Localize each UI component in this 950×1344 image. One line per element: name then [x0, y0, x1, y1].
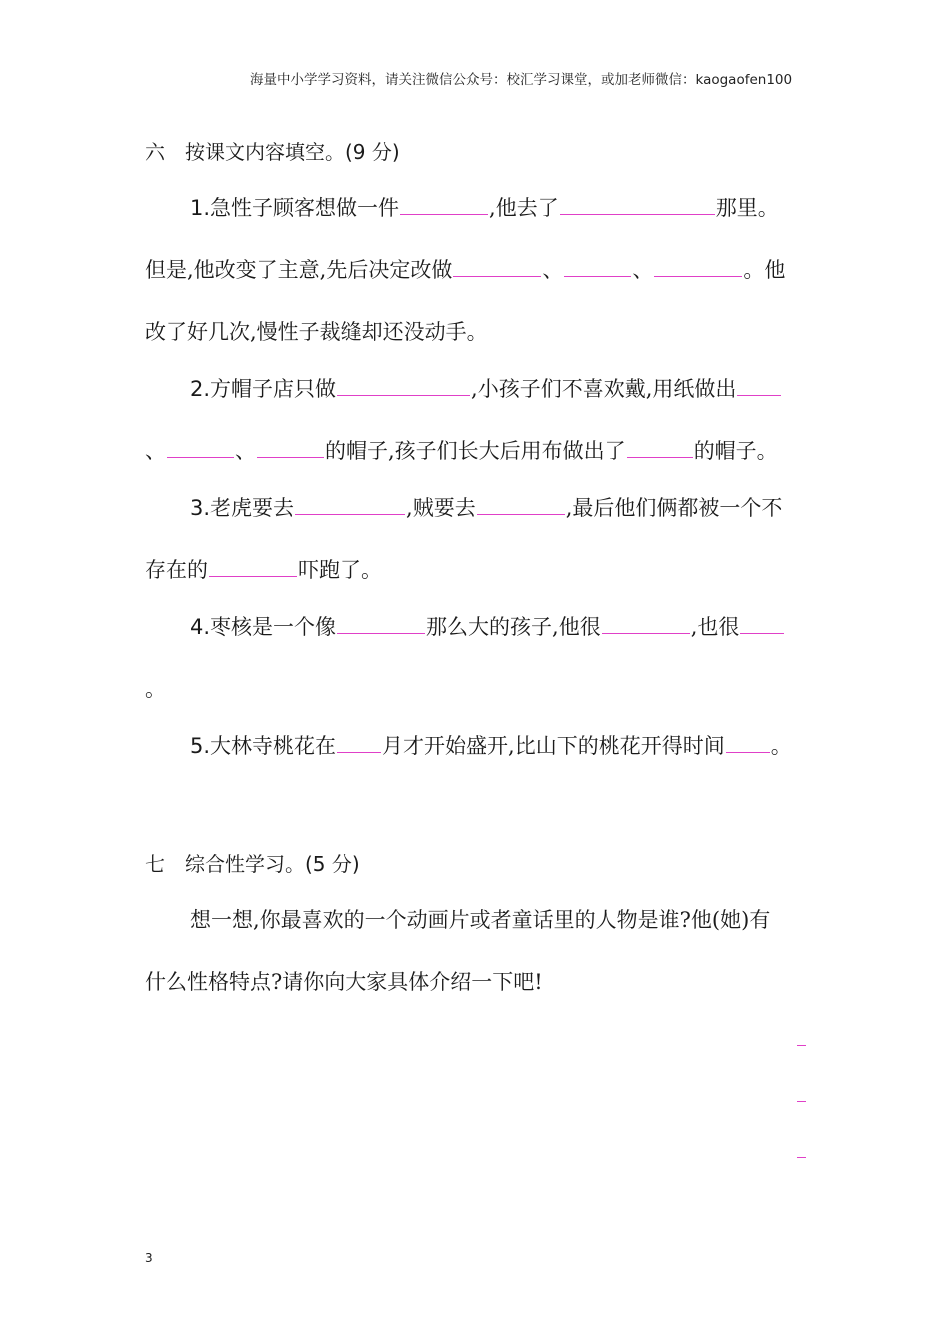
- fill-blank[interactable]: [737, 375, 781, 396]
- question-text: 老虎要去: [210, 496, 295, 520]
- question-text: 但是,他改变了主意,先后决定改做: [145, 258, 453, 282]
- fill-blank[interactable]: [209, 556, 297, 577]
- question-text: 、: [542, 258, 564, 282]
- question-2-line-1: [190, 373, 782, 403]
- fill-blank[interactable]: [167, 437, 234, 458]
- fill-blank[interactable]: [654, 256, 742, 277]
- section-seven-title: 七 综合性学习。(5 分): [145, 852, 360, 876]
- answer-line[interactable]: [797, 1045, 806, 1046]
- section-six-title: 六 按课文内容填空。(9 分): [145, 140, 400, 164]
- question-text: ,也很: [690, 615, 740, 639]
- fill-blank[interactable]: [337, 732, 381, 753]
- question-number: 3.: [190, 496, 211, 520]
- question-2-line-2: [145, 435, 778, 465]
- question-1-line-2: [145, 254, 785, 284]
- question-text: 存在的: [145, 558, 208, 582]
- question-text: ,小孩子们不喜欢戴,用纸做出: [471, 377, 737, 401]
- question-text: 那里。: [715, 196, 779, 220]
- question-3-line-1: [190, 492, 782, 522]
- question-text: 方帽子店只做: [210, 377, 337, 401]
- question-text: 的帽子。: [693, 439, 778, 463]
- question-number: 1.: [190, 196, 211, 220]
- question-text: 的帽子,孩子们长大后用布做出了: [325, 439, 626, 463]
- question-text: 。: [770, 734, 792, 758]
- question-4-line-2: 。: [145, 677, 166, 701]
- page-number: 3: [145, 1251, 153, 1265]
- answer-line[interactable]: [797, 1101, 806, 1102]
- fill-blank[interactable]: [726, 732, 770, 753]
- fill-blank[interactable]: [627, 437, 693, 458]
- question-text: 、: [632, 258, 654, 282]
- question-number: 5.: [190, 734, 211, 758]
- fill-blank[interactable]: [337, 375, 470, 396]
- question-text: ,他去了: [489, 196, 559, 220]
- fill-blank[interactable]: [453, 256, 541, 277]
- answer-line[interactable]: [797, 1157, 806, 1158]
- question-number: 4.: [190, 615, 211, 639]
- fill-blank[interactable]: [337, 613, 425, 634]
- fill-blank[interactable]: [477, 494, 565, 515]
- fill-blank[interactable]: [400, 194, 488, 215]
- question-1-line-1: [190, 192, 779, 222]
- question-text: 。他: [743, 258, 786, 282]
- section-seven-prompt-line-1: 想一想,你最喜欢的一个动画片或者童话里的人物是谁?他(她)有: [190, 908, 771, 932]
- page-header: 海量中小学学习资料，请关注微信公众号：校汇学习课堂，或加老师微信：kaogaofen100: [250, 72, 793, 88]
- question-text: 枣核是一个像: [210, 615, 337, 639]
- question-text: ,最后他们俩都被一个不: [565, 496, 783, 520]
- fill-blank[interactable]: [257, 437, 324, 458]
- question-text: 月才开始盛开,比山下的桃花开得时间: [382, 734, 725, 758]
- question-3-line-2: [145, 554, 382, 584]
- question-number: 2.: [190, 377, 211, 401]
- fill-blank[interactable]: [560, 194, 715, 215]
- question-text: 、: [145, 439, 166, 463]
- fill-blank[interactable]: [564, 256, 631, 277]
- question-text: 大林寺桃花在: [210, 734, 337, 758]
- question-5-line-1: [190, 730, 792, 760]
- fill-blank[interactable]: [602, 613, 690, 634]
- question-text: 急性子顾客想做一件: [210, 196, 400, 220]
- question-text: 那么大的孩子,他很: [426, 615, 601, 639]
- section-seven-prompt-line-2: 什么性格特点?请你向大家具体介绍一下吧!: [145, 970, 543, 994]
- fill-blank[interactable]: [295, 494, 405, 515]
- question-text: 吓跑了。: [298, 558, 382, 582]
- question-text: ,贼要去: [406, 496, 476, 520]
- fill-blank[interactable]: [740, 613, 784, 634]
- question-4-line-1: [190, 611, 785, 641]
- question-1-line-3: 改了好几次,慢性子裁缝却还没动手。: [145, 320, 488, 344]
- question-text: 、: [235, 439, 256, 463]
